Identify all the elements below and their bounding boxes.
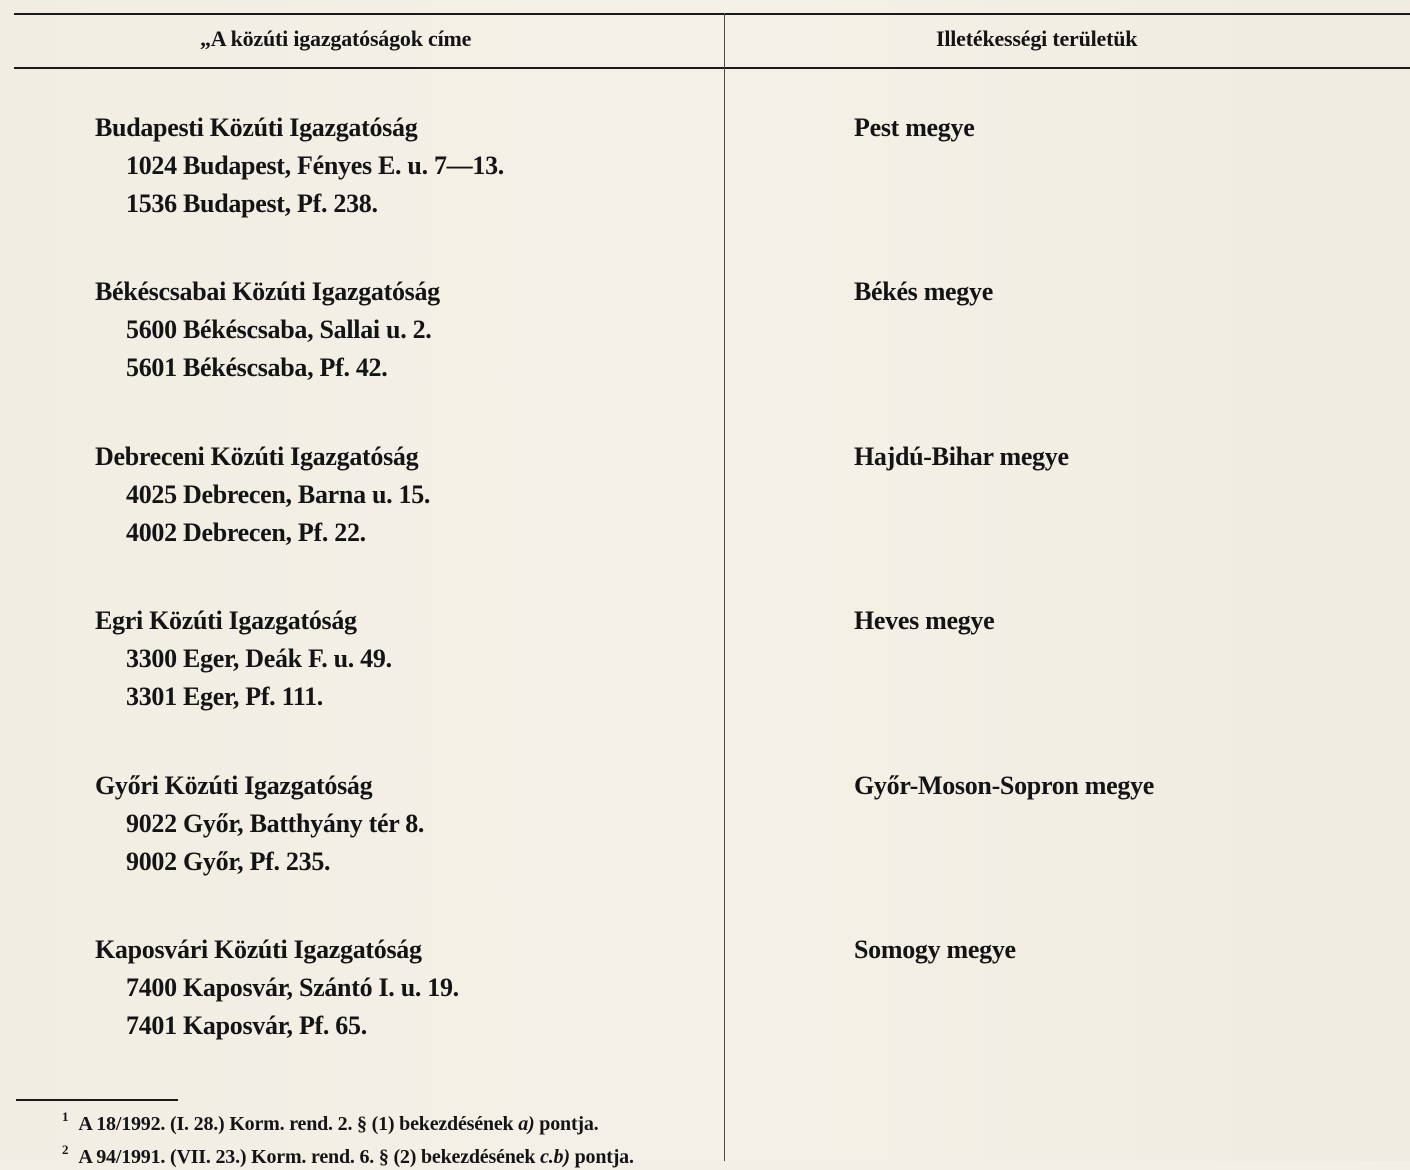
jurisdiction-county: Heves megye bbox=[854, 606, 995, 635]
directorate-entry bbox=[95, 931, 459, 1045]
street-address: 7400 Kaposvár, Szántó I. u. 19. bbox=[126, 973, 459, 1002]
postal-address: 7401 Kaposvár, Pf. 65. bbox=[126, 1011, 367, 1040]
postal-address: 4002 Debrecen, Pf. 22. bbox=[126, 518, 366, 547]
top-rule bbox=[14, 13, 1410, 15]
directorate-name: Debreceni Közúti Igazgatóság bbox=[95, 442, 419, 471]
column-divider bbox=[724, 13, 725, 1161]
footnote-text-end: pontja. bbox=[534, 1113, 599, 1135]
jurisdiction-county: Somogy megye bbox=[854, 935, 1016, 964]
postal-address: 9002 Győr, Pf. 235. bbox=[126, 847, 331, 876]
footnote-number: 2 bbox=[62, 1142, 69, 1157]
footnote-text: A 94/1991. (VII. 23.) Korm. rend. 6. § (2) bekezdésének bbox=[78, 1146, 541, 1168]
footnote-italic: c.b) bbox=[540, 1146, 570, 1168]
footnotes bbox=[62, 1104, 634, 1170]
column-header-jurisdiction: Illetékességi területük bbox=[936, 26, 1138, 51]
jurisdiction-county: Pest megye bbox=[854, 113, 975, 142]
directorate-entry bbox=[95, 273, 440, 387]
directorate-entry bbox=[95, 767, 424, 881]
jurisdiction-county: Győr-Moson-Sopron megye bbox=[854, 771, 1155, 800]
street-address: 1024 Budapest, Fényes E. u. 7—13. bbox=[126, 151, 504, 180]
footnote-italic: a) bbox=[518, 1113, 535, 1135]
directorate-name: Kaposvári Közúti Igazgatóság bbox=[95, 935, 422, 964]
postal-address: 3301 Eger, Pf. 111. bbox=[126, 682, 324, 711]
footnote bbox=[62, 1104, 634, 1137]
jurisdiction-county: Hajdú-Bihar megye bbox=[854, 442, 1069, 471]
column-header-addresses: „A közúti igazgatóságok címe bbox=[200, 26, 472, 51]
directorate-name: Egri Közúti Igazgatóság bbox=[95, 606, 357, 635]
directorate-entry bbox=[95, 438, 430, 552]
postal-address: 5601 Békéscsaba, Pf. 42. bbox=[126, 353, 388, 382]
street-address: 5600 Békéscsaba, Sallai u. 2. bbox=[126, 315, 432, 344]
directorate-entry bbox=[95, 109, 504, 223]
directorate-name: Győri Közúti Igazgatóság bbox=[95, 771, 373, 800]
jurisdiction-county: Békés megye bbox=[854, 277, 993, 306]
directorate-name: Békéscsabai Közúti Igazgatóság bbox=[95, 277, 440, 306]
header-rule bbox=[14, 67, 1410, 69]
directorate-entry bbox=[95, 602, 392, 716]
footnote-text-end: pontja. bbox=[569, 1146, 634, 1168]
footnote-number: 1 bbox=[62, 1109, 69, 1124]
directorate-name: Budapesti Közúti Igazgatóság bbox=[95, 113, 418, 142]
footnote bbox=[62, 1137, 634, 1170]
street-address: 9022 Győr, Batthyány tér 8. bbox=[126, 809, 425, 838]
street-address: 4025 Debrecen, Barna u. 15. bbox=[126, 480, 431, 509]
postal-address: 1536 Budapest, Pf. 238. bbox=[126, 189, 378, 218]
footnote-text: A 18/1992. (I. 28.) Korm. rend. 2. § (1) bekezdésének bbox=[78, 1113, 519, 1135]
footnote-separator bbox=[16, 1099, 178, 1101]
street-address: 3300 Eger, Deák F. u. 49. bbox=[126, 644, 392, 673]
